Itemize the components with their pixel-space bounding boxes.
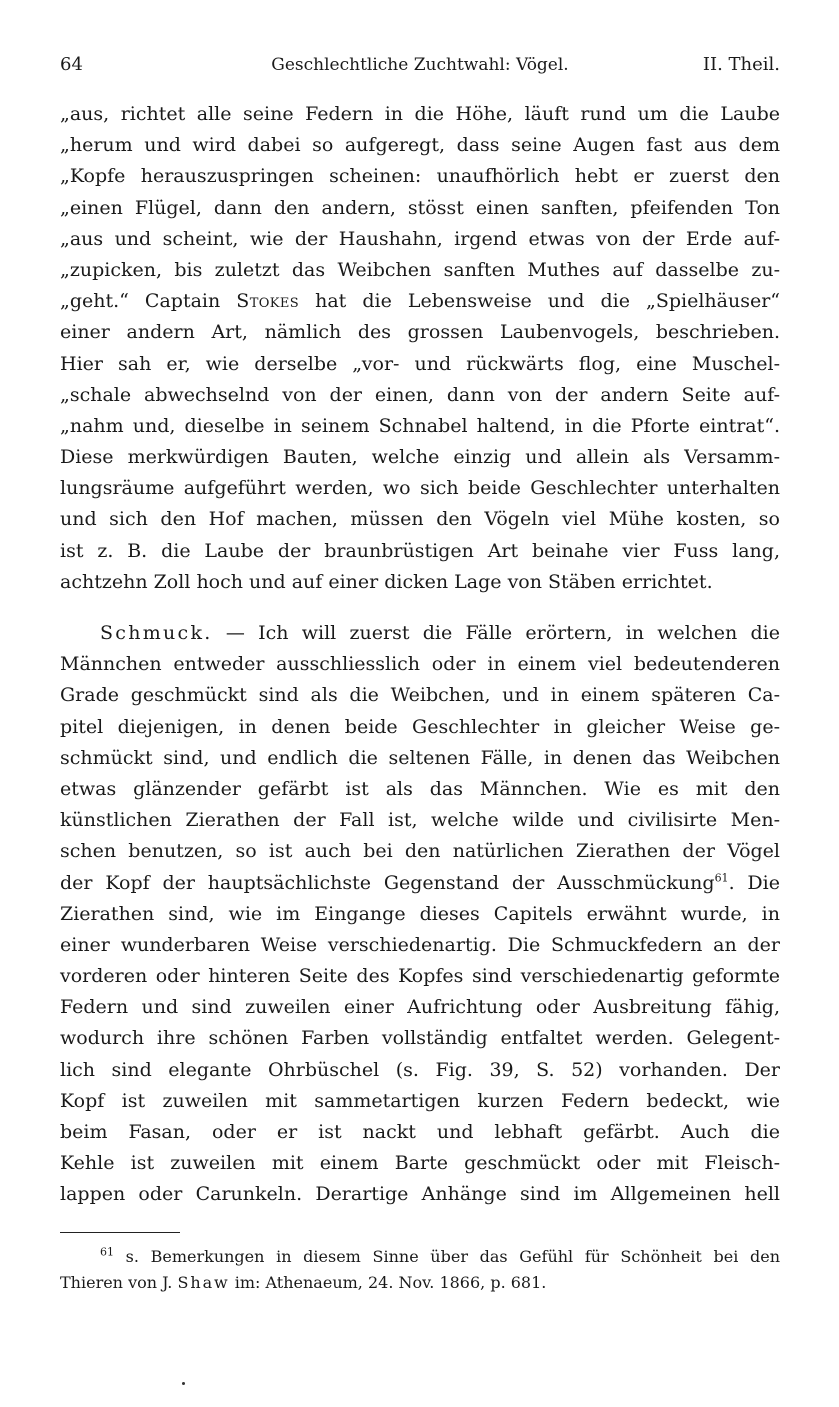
text-line (60, 618, 780, 649)
text-line: „aus und scheint, wie der Haushahn, irgend etwas von der Erde auf- (60, 227, 780, 250)
text-line: Männchen entweder ausschliesslich oder in einem viel bedeutenderen (60, 653, 780, 676)
text-line: und sich den Hof machen, müssen den Vögeln viel Mühe kosten, so (60, 508, 780, 531)
main-text (60, 99, 780, 1211)
text-line: pitel diejenigen, in denen beide Geschlechter in gleicher Weise ge- (60, 715, 780, 738)
text-line: lappen oder Carunkeln. Derartige Anhänge sind im Allgemeinen hell (60, 1183, 780, 1206)
text-line: etwas glänzender gefärbt ist als das Männchen. Wie es mit den (60, 777, 780, 800)
text-line: „Kopfe herauszuspringen scheinen: unaufhörlich hebt er zuerst den (60, 165, 780, 188)
text-line: „nahm und, dieselbe in seinem Schnabel haltend, in die Pforte eintrat“. (60, 414, 780, 437)
text-line: einer wunderbaren Weise verschiedenartig. Die Schmuckfedern an der (60, 933, 780, 956)
text-line: beim Fasan, oder er ist nackt und lebhaft gefärbt. Auch die (60, 1121, 780, 1143)
text-line: einer andern Art, nämlich des grossen Laubenvogels, beschrieben. (60, 321, 780, 344)
paragraph-bowerbird (60, 99, 780, 598)
text-line: schmückt sind, und endlich die seltenen Fälle, in denen das Weibchen (60, 746, 780, 769)
text-segment: im: Athenaeum, 24. Nov. 1866, p. 681. (229, 1272, 547, 1292)
footnote-line (60, 1244, 780, 1270)
text-line: „aus, richtet alle seine Federn in die Höhe, läuft rund um die Laube (60, 103, 780, 125)
part-label: II. Theil. (702, 54, 780, 75)
text-line: Kehle ist zuweilen mit einem Barte geschmückt oder mit Fleisch- (60, 1152, 780, 1175)
text-line: Kopf ist zuweilen mit sammetartigen kurzen Federn bedeckt, wie (60, 1089, 780, 1112)
footnote-reference[interactable]: 61 (714, 871, 729, 885)
text-segment: Thieren von J. (60, 1272, 178, 1292)
text-segment: s. Bemerkungen in diesem Sinne über das Gefühl für Schönheit bei den (114, 1247, 780, 1266)
text-line (60, 868, 780, 899)
text-line: schen benutzen, so ist auch bei den natürlichen Zierathen der Vögel (60, 840, 780, 863)
page-number: 64 (60, 54, 83, 75)
text-segment: der Kopf der hauptsächlichste Gegenstand der Ausschmückung (60, 871, 715, 894)
text-line: lich sind elegante Ohrbüschel (s. Fig. 39, S. 52) vorhanden. Der (60, 1058, 780, 1081)
footnote-61 (60, 1244, 780, 1295)
footnote-number: 61 (100, 1245, 114, 1259)
text-segment: . Die (728, 871, 780, 894)
text-line: künstlichen Zierathen der Fall ist, welche wilde und civilisirte Men- (60, 809, 780, 832)
text-line: „herum und wird dabei so aufgeregt, dass seine Augen fast aus dem (60, 134, 780, 157)
text-line: Diese merkwürdigen Bauten, welche einzig und allein als Versamm- (60, 446, 780, 469)
text-line: „einen Flügel, dann den andern, stösst einen sanften, pfeifenden Ton (60, 196, 780, 219)
paper-speck (182, 1382, 185, 1385)
text-line (60, 286, 780, 317)
text-line: „schale abwechselnd von der einen, dann von der andern Seite auf- (60, 383, 780, 406)
text-segment: hat die Lebensweise und die „Spielhäuser“ (299, 290, 780, 313)
text-line: Hier sah er, wie derselbe „vor- und rückwärts flog, eine Muschel- (60, 352, 780, 375)
footnote-line (60, 1270, 780, 1296)
text-line: Zierathen sind, wie im Eingange dieses Capitels erwähnt wurde, in (60, 902, 780, 925)
text-line: „zupicken, bis zuletzt das Weibchen sanften Muthes auf dasselbe zu- (60, 258, 780, 281)
text-line: lungsräume aufgeführt werden, wo sich beide Geschlechter unterhalten (60, 477, 780, 500)
author-name-shaw: Shaw (177, 1272, 230, 1292)
paragraph-schmuck (60, 618, 780, 1211)
text-line: Grade geschmückt sind als die Weibchen, und in einem späteren Ca- (60, 684, 780, 707)
text-segment: — Ich will zuerst die Fälle erörtern, in welchen die (212, 622, 780, 644)
text-line: wodurch ihre schönen Farben vollständig entfaltet werden. Gelegent- (60, 1027, 780, 1050)
footnote-divider (60, 1232, 180, 1233)
section-heading-schmuck: Schmuck. (100, 622, 213, 644)
text-line: Federn und sind zuweilen einer Aufrichtung oder Ausbreitung fähig, (60, 996, 780, 1019)
text-line: vorderen oder hinteren Seite des Kopfes sind verschiedenartig geformte (60, 965, 780, 988)
running-head (60, 50, 780, 80)
running-title: Geschlechtliche Zuchtwahl: Vögel. (271, 55, 569, 75)
author-name-stokes: Stokes (236, 290, 300, 313)
text-line: achtzehn Zoll hoch und auf einer dicken Lage von Stäben errichtet. (60, 570, 713, 593)
text-segment: „geht.“ Captain (60, 290, 237, 313)
text-line: ist z. B. die Laube der braunbrüstigen Art beinahe vier Fuss lang, (60, 539, 780, 562)
